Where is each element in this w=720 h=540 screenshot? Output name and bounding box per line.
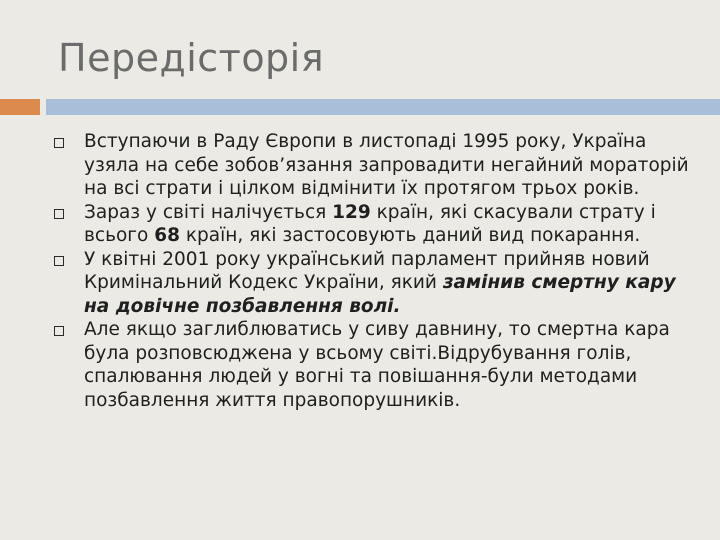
country-count-abolished: 129 bbox=[332, 201, 371, 223]
square-bullet-icon bbox=[54, 256, 64, 266]
square-bullet-icon bbox=[54, 326, 64, 336]
bullet-text-part: країн, які застосовують даний вид покарання. bbox=[179, 225, 641, 246]
accent-bar-blue bbox=[46, 99, 720, 115]
bullet-text-part: У квітні 2001 року український парламент прийняв новий Кримінальний Кодекс України, який bbox=[84, 248, 650, 293]
bullet-text: Вступаючи в Раду Європи в листопаді 1995 року, Україна узяла на себе зобов’язання запровадити негайний мораторій на всі страти і цілком відмінити їх протягом трьох років. bbox=[84, 131, 689, 199]
bullet-item bbox=[54, 248, 694, 319]
bullet-item bbox=[54, 130, 694, 201]
square-bullet-icon bbox=[54, 138, 64, 148]
emphasized-text: замінив смертну кару на довічне позбавлення волі. bbox=[84, 272, 676, 317]
bullet-item bbox=[54, 201, 694, 248]
bullet-text: Але якщо заглиблюватись у сиву давнину, то смертна кара була розповсюджена у всьому світі.Відрубування голів, спалювання людей у вогні та повішання-були методами позбавлення життя правопорушників. bbox=[84, 319, 670, 411]
bullet-text-part: країн, які скасували страту і всього bbox=[84, 201, 656, 246]
bullet-text-part: Зараз у світі налічується bbox=[84, 201, 333, 223]
square-bullet-icon bbox=[54, 209, 64, 219]
bullet-list bbox=[54, 130, 694, 412]
country-count-retained: 68 bbox=[154, 225, 180, 246]
bullet-item bbox=[54, 318, 694, 412]
accent-bar-orange bbox=[0, 99, 40, 115]
slide-title: Передісторія bbox=[58, 36, 325, 80]
